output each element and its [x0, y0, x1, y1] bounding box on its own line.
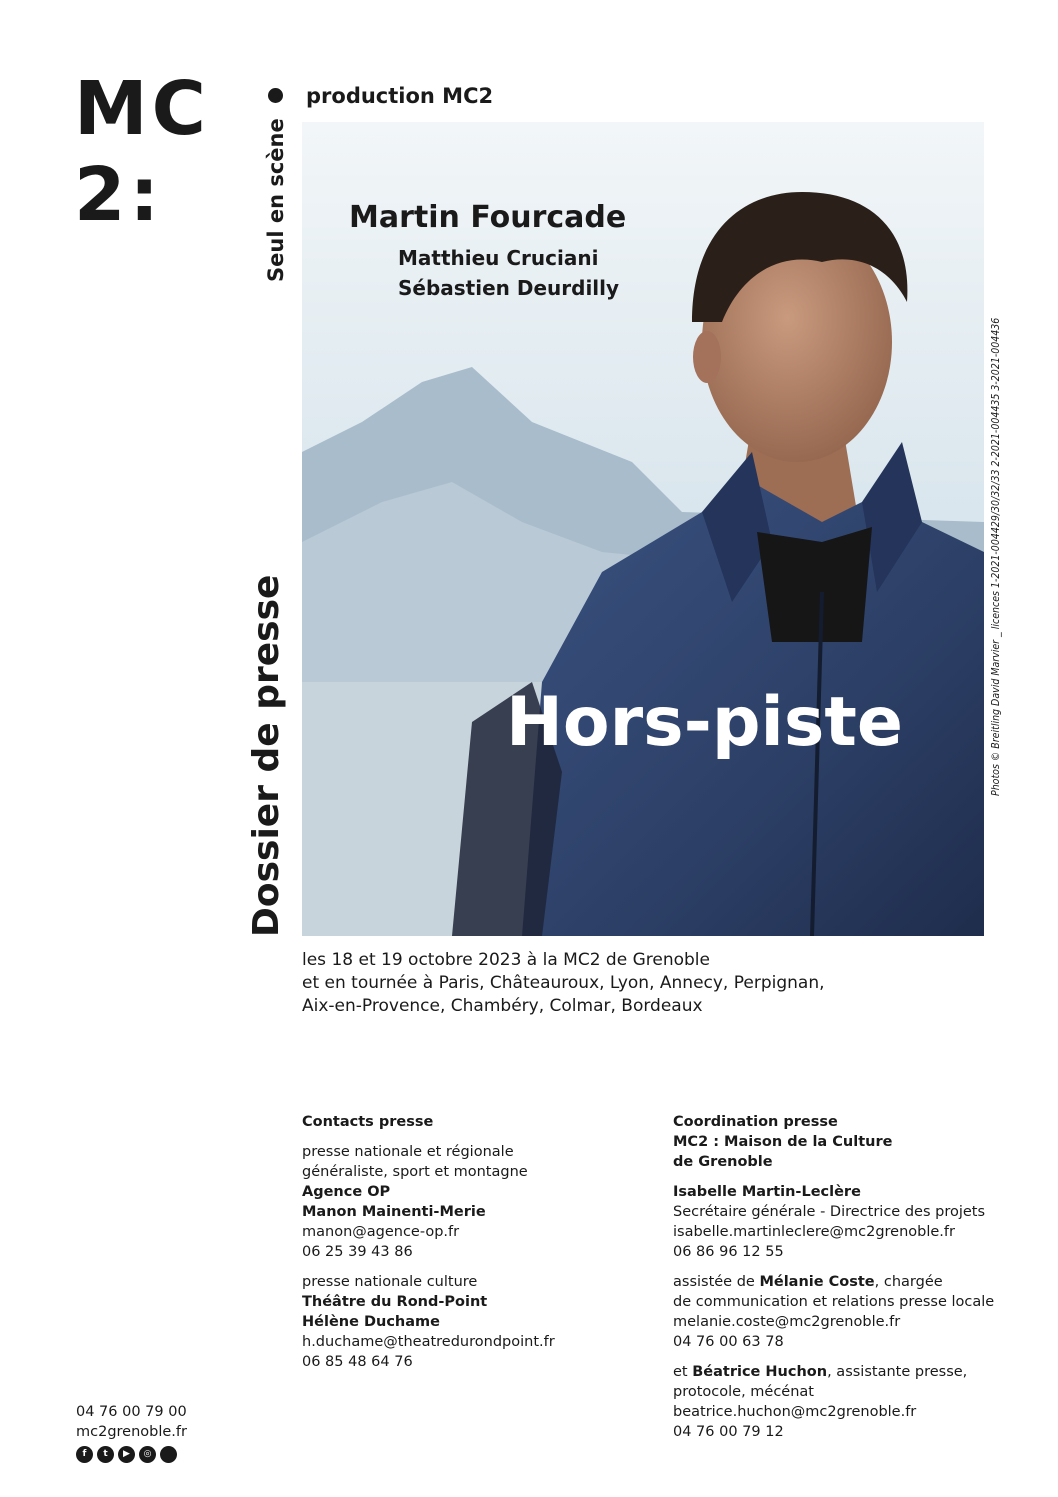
show-title: Hors-piste	[506, 683, 903, 762]
press-kit-label: Dossier de presse	[246, 574, 287, 937]
dates-line: les 18 et 19 octobre 2023 à la MC2 de Grenoble	[302, 950, 710, 970]
other-social-icon[interactable]	[160, 1446, 177, 1463]
contact-line	[673, 1362, 1053, 1382]
coordination-press	[673, 1112, 1053, 1442]
footer-phone: 04 76 00 79 00	[76, 1404, 187, 1420]
social-icons	[76, 1446, 177, 1463]
contact-email[interactable]: isabelle.martinleclere@mc2grenoble.fr	[673, 1224, 955, 1240]
contact-desc: presse nationale culture	[302, 1274, 478, 1290]
contact-person: Manon Mainenti-Merie	[302, 1204, 486, 1220]
contact-role: Secrétaire générale - Directrice des projets	[673, 1204, 986, 1220]
contacts-press	[302, 1112, 632, 1372]
contact-prefix: assistée de	[673, 1274, 760, 1290]
contact-phone: 06 25 39 43 86	[302, 1244, 413, 1260]
production-label: production MC2	[306, 84, 494, 108]
footer-website[interactable]: mc2grenoble.fr	[76, 1424, 187, 1440]
artist-name: Martin Fourcade	[349, 200, 627, 235]
contact-phone: 04 76 00 63 78	[673, 1334, 784, 1350]
collaborator-name: Matthieu Cruciani	[398, 246, 599, 270]
footer-contact	[76, 1402, 187, 1442]
logo-line-2: 2:	[74, 152, 164, 238]
contact-person: Mélanie Coste	[759, 1274, 875, 1290]
contact-agency: Agence OP	[302, 1184, 391, 1200]
facebook-icon[interactable]: f	[76, 1446, 93, 1463]
coordination-heading: Coordination presse	[673, 1114, 838, 1130]
contact-role: , chargée	[874, 1274, 943, 1290]
contact-phone: 06 86 96 12 55	[673, 1244, 784, 1260]
logo-line-1: MC	[74, 66, 210, 152]
contact-phone: 06 85 48 64 76	[302, 1354, 413, 1370]
photo-credit: Photos © Breitling David Marvier _ licences 1-2021-004429/30/32/33 2-2021-004435 3-2021-004436	[990, 317, 1002, 796]
contact-line	[673, 1272, 1053, 1292]
contact-desc: généraliste, sport et montagne	[302, 1164, 528, 1180]
dates-line: et en tournée à Paris, Châteauroux, Lyon, Annecy, Perpignan,	[302, 973, 825, 993]
contact-phone: 04 76 00 79 12	[673, 1424, 784, 1440]
instagram-icon[interactable]: ◎	[139, 1446, 156, 1463]
show-type-label: Seul en scène	[264, 118, 288, 282]
contact-email[interactable]: melanie.coste@mc2grenoble.fr	[673, 1314, 901, 1330]
cover-photo	[302, 122, 984, 936]
contact-desc: presse nationale et régionale	[302, 1144, 514, 1160]
coordination-heading: MC2 : Maison de la Culture	[673, 1134, 893, 1150]
twitter-icon[interactable]: t	[97, 1446, 114, 1463]
contact-email[interactable]: h.duchame@theatredurondpoint.fr	[302, 1334, 555, 1350]
contact-agency: Théâtre du Rond-Point	[302, 1294, 488, 1310]
contact-email[interactable]: manon@agence-op.fr	[302, 1224, 460, 1240]
contact-role: de communication et relations presse locale	[673, 1294, 995, 1310]
youtube-icon[interactable]: ▶	[118, 1446, 135, 1463]
contact-person: Hélène Duchamе	[302, 1314, 440, 1330]
mc2-logo	[74, 66, 210, 242]
contact-person: Isabelle Martin-Leclère	[673, 1184, 861, 1200]
contact-person: Béatrice Huchon	[692, 1364, 828, 1380]
dates-block	[302, 949, 825, 1018]
contact-email[interactable]: beatrice.huchon@mc2grenoble.fr	[673, 1404, 917, 1420]
contacts-heading: Contacts presse	[302, 1114, 434, 1130]
collaborator-name: Sébastien Deurdilly	[398, 276, 620, 300]
contact-prefix: et	[673, 1364, 693, 1380]
contact-role: , assistante presse,	[827, 1364, 968, 1380]
contact-role: protocole, mécénat	[673, 1384, 814, 1400]
bullet-dot	[268, 88, 283, 103]
dates-line: Aix-en-Provence, Chambéry, Colmar, Bordeaux	[302, 996, 703, 1016]
coordination-heading: de Grenoble	[673, 1154, 773, 1170]
